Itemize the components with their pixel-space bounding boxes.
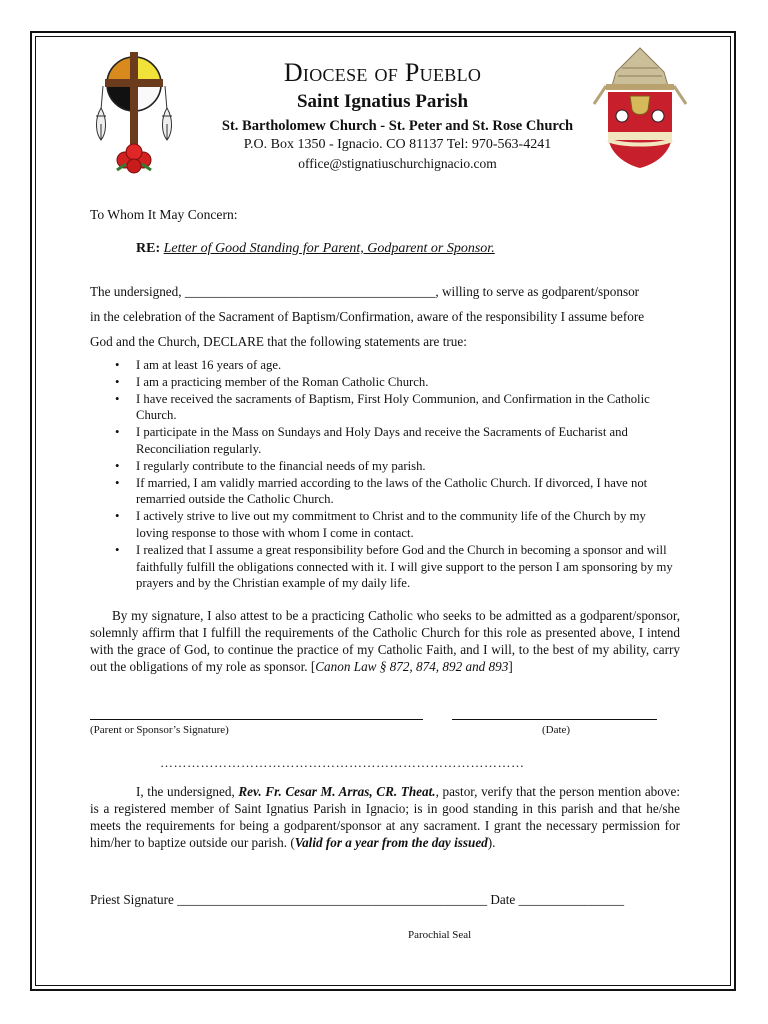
declaration-list	[90, 357, 680, 592]
re-line	[136, 241, 495, 257]
priest-signature-row	[90, 891, 624, 908]
intro-line-1	[90, 283, 682, 300]
priest-verification-paragraph: I, the undersigned, Rev. Fr. Cesar M. Arras, CR. Theat., pastor, verify that the person mention above: is a registered member of Saint Ignatius Parish in Ignacio; is in good standing in this parish and that he/she meets the requirements for being a godparent/sponsor at any sacrament. I grant the necessary permission for him/her to baptize outside our parish. (Valid for a year from the day issued).	[90, 784, 680, 850]
sponsor-signature-line	[90, 719, 423, 720]
re-label: RE:	[136, 241, 161, 256]
date-signature-line	[452, 719, 657, 720]
list-item: • I actively strive to live out my commitment to Christ and to the community life of the Church by my loving response to those with whom I come in contact.	[115, 509, 646, 540]
churches-line: St. Bartholomew Church - St. Peter and St. Rose Church	[221, 118, 574, 134]
salutation: To Whom It May Concern:	[90, 207, 238, 222]
intro-line-3: God and the Church, DECLARE that the following statements are true:	[90, 334, 467, 349]
parish-name: Saint Ignatius Parish	[296, 91, 469, 112]
email-line: office@stignatiuschurchignacio.com	[298, 156, 497, 171]
list-item: • I am a practicing member of the Roman Catholic Church.	[115, 374, 429, 389]
cross-medicine-wheel-logo	[93, 48, 175, 180]
priest-date-label: Date	[490, 892, 516, 907]
section-separator: ………………………………………………………………………	[160, 755, 525, 770]
list-item: • I participate in the Mass on Sundays and Holy Days and receive the Sacraments of Eucharist and Reconciliation regularly.	[115, 425, 628, 456]
canon-law-reference: Canon Law § 872, 874, 892 and 893	[315, 659, 509, 674]
pastor-name: Rev. Fr. Cesar M. Arras, CR. Theat.	[238, 784, 436, 799]
date-label: (Date)	[542, 724, 571, 736]
validity-note: Valid for a year from the day issued	[294, 835, 488, 850]
priest-signature-line: _______________________________________________	[177, 892, 488, 907]
list-item: • I am at least 16 years of age.	[115, 358, 282, 372]
list-item: • I regularly contribute to the financial needs of my parish.	[115, 458, 426, 473]
parochial-seal-label: Parochial Seal	[408, 929, 472, 941]
sponsor-signature-label: (Parent or Sponsor’s Signature)	[90, 724, 229, 736]
list-item: • I have received the sacraments of Baptism, First Holy Communion, and Confirmation in the Catholic Church.	[115, 391, 650, 423]
priest-signature-label: Priest Signature	[90, 892, 174, 907]
address-line: P.O. Box 1350 - Ignacio. CO 81137 Tel: 970-563-4241	[243, 137, 552, 152]
intro-line-2: in the celebration of the Sacrament of Baptism/Confirmation, aware of the responsibility I assume before	[90, 309, 645, 324]
list-item: • I realized that I assume a great responsibility before God and the Church in becoming a sponsor and will faithfully fulfill the obligations connected with it. I will give support to the person I am sponsoring by my prayers and by the Christian example of my daily life.	[115, 542, 673, 591]
diocese-title: Diocese of Pueblo	[283, 58, 482, 87]
priest-date-line: ________________	[518, 892, 625, 907]
intro-text-b: , willing to serve as godparent/sponsor	[435, 284, 640, 299]
list-item: • If married, I am validly married according to the laws of the Catholic Church. If divorced, I have not remarried outside the Catholic Church.	[115, 475, 648, 507]
re-subject: Letter of Good Standing for Parent, Godparent or Sponsor.	[163, 241, 495, 256]
intro-text-a: The undersigned,	[90, 284, 185, 299]
attestation-paragraph: By my signature, I also attest to be a practicing Catholic who seeks to be admitted as a godparent/sponsor, solemnly affirm that I fulfill the requirements of the Catholic Church for this role as presented above, I intend with the grace of God, to continue the practice of my Catholic Faith, and I will, to the best of my ability, carry out the obligations of my role as sponsor. [Canon Law § 872, 874, 892 and 893]	[90, 608, 680, 674]
diocese-shield-logo	[592, 46, 688, 170]
undersigned-name-blank: ______________________________________	[184, 284, 436, 299]
